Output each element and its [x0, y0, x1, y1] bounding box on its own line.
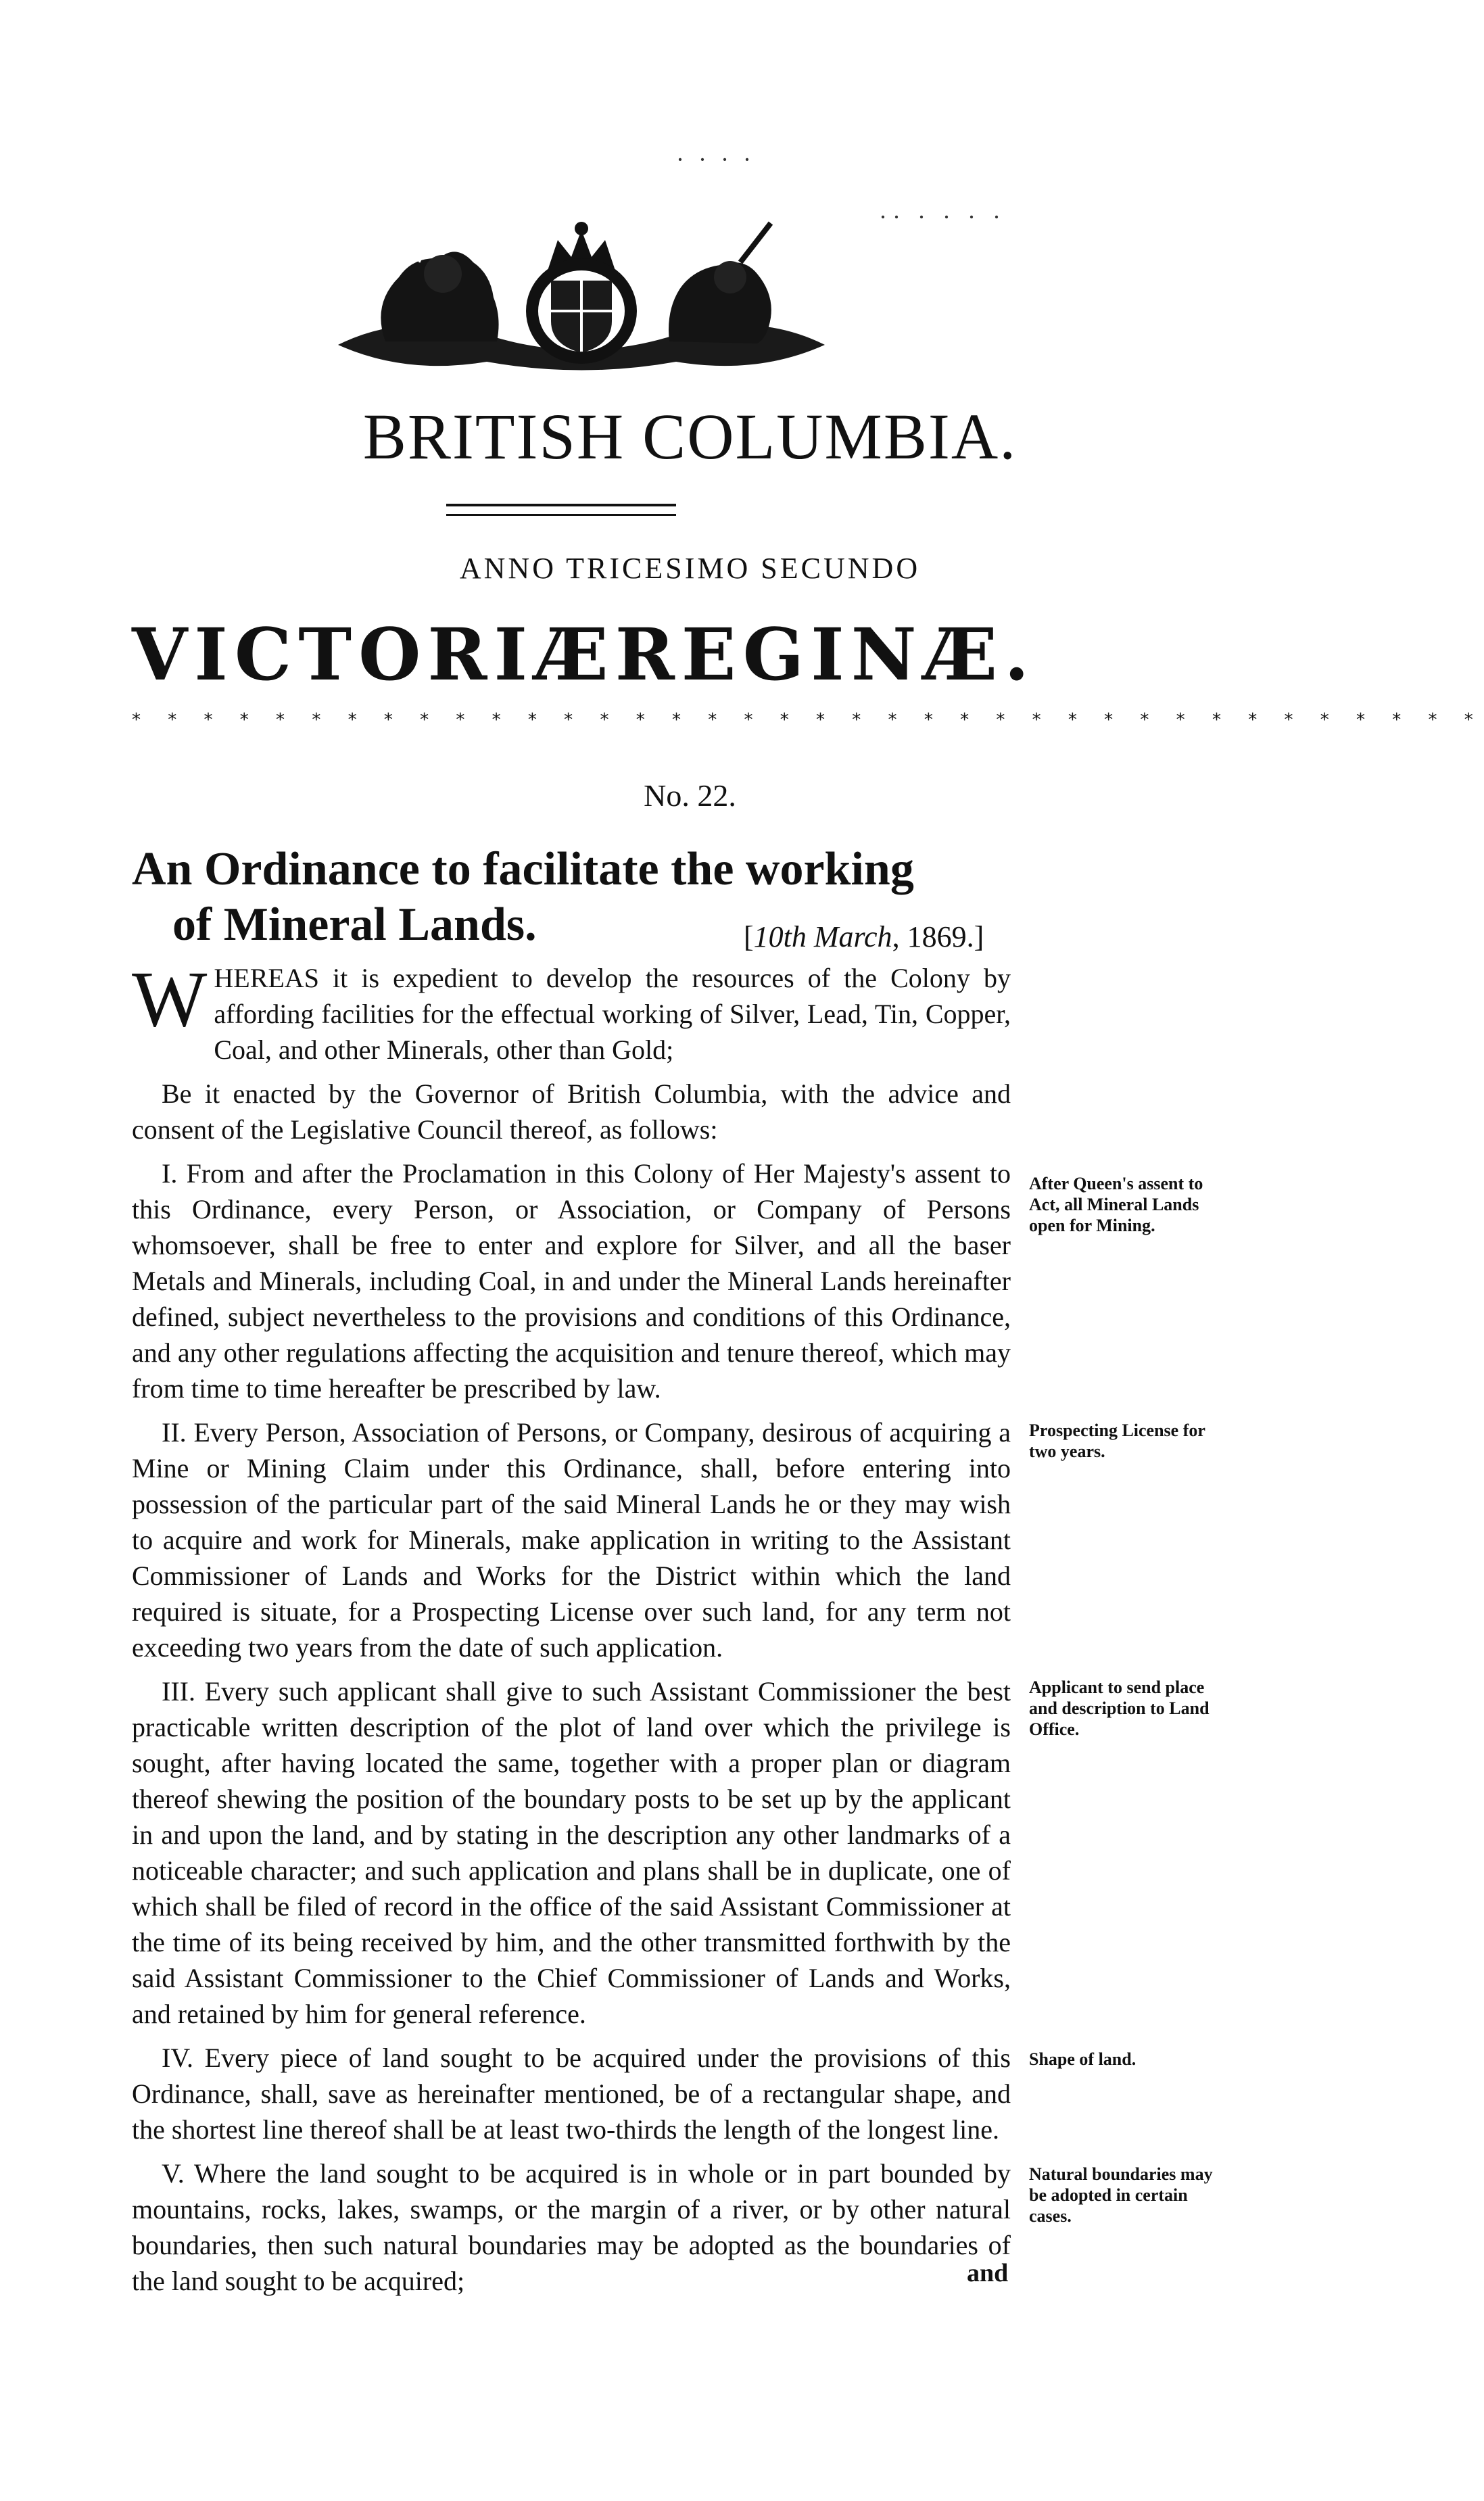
ordinance-date: [744, 920, 984, 954]
preamble: [132, 955, 1011, 1068]
ordinance-body: [132, 955, 1011, 2307]
section-1: I. From and after the Proclamation in this Colony of Her Majesty's assent to this Ordinance, every Person, or Association, or Company of Persons whomsoever, shall be free to enter and explore for Silver, and all the baser Metals and Minerals, including Coal, in and under the Mineral Lands hereinafter defined, subject nevertheless to the provisions and conditions of this Ordinance, and any other regulations affecting the acquisition and tenure thereof, which may from time to time hereafter be prescribed by law.: [132, 1158, 1011, 1404]
preamble-text: HEREAS it is expedient to develop the resources of the Colony by affording facilities for the effectual working of Silver, Lead, Tin, Copper, Coal, and other Minerals, other than Gold;: [214, 963, 1011, 1065]
margin-note-5: Natural boundaries may be adopted in certain cases.: [1029, 2164, 1213, 2226]
title-rule: [446, 514, 676, 516]
regnal-title: [132, 612, 1036, 696]
colony-title: BRITISH COLUMBIA.: [362, 400, 1018, 473]
section-4: IV. Every piece of land sought to be acquired under the provisions of this Ordinance, shall, save as hereinafter mentioned, be of a rectangular shape, and the shortest line thereof shall be at least two-thirds the length of the longest line.: [132, 2043, 1011, 2145]
margin-note-3: Applicant to send place and description to Land Office.: [1029, 1677, 1210, 1739]
print-specks: · · · ·: [676, 146, 755, 173]
royal-coat-of-arms-icon: [325, 210, 838, 379]
date-rest: , 1869.]: [892, 920, 984, 953]
ordinance-number: No. 22.: [644, 778, 736, 813]
section-3: III. Every such applicant shall give to such Assistant Commissioner the best practicable written description of the plot of land over which the privilege is sought, after having located the same, together with a proper plan or diagram thereof shewing the position of the boundary posts to be set up by the applicant in and upon the land, and by stating in the description any other landmarks of a noticeable character; and such application and plans shall be in duplicate, one of which shall be filed of record in the office of the said Assistant Commissioner at the time of its being received by him, and the other transmitted forthwith by the said Assistant Commissioner to the Chief Commissioner of Lands and Works, and retained by him for general reference.: [132, 1676, 1011, 2029]
margin-note-2: Prospecting License for two years.: [1029, 1421, 1205, 1461]
section-5: V. Where the land sought to be acquired is in whole or in part bounded by mountains, rocks, lakes, swamps, or the margin of a river, or by other natural boundaries, then such natural boundaries may be adopted as the boundaries of the land sought to be acquired;: [132, 2158, 1011, 2296]
star-divider-text: * * * * * * * * * * * * * * * * * * * * * * * * * * * * * * * * * * * * * *: [132, 710, 1484, 730]
title-rule: [446, 504, 676, 506]
ordinance-title-line2: of Mineral Lands.: [172, 899, 537, 951]
date-day: 10th March: [753, 920, 892, 953]
print-specks: ·· · · · ·: [879, 204, 1006, 231]
margin-note-4: Shape of land.: [1029, 2049, 1136, 2069]
ordinance-title-line1: An Ordinance to facilitate the working: [132, 843, 914, 895]
star-divider: [132, 710, 1484, 730]
catchword: and: [967, 2259, 1009, 2287]
regnal-year-line: ANNO TRICESIMO SECUNDO: [459, 552, 921, 585]
date-open-bracket: [: [744, 920, 754, 953]
enacting-clause: Be it enacted by the Governor of British Columbia, with the advice and consent of the Legislative Council thereof, as follows:: [132, 1078, 1011, 1145]
regnal-word-reginae: REGINÆ.: [615, 612, 1036, 696]
margin-note-1: After Queen's assent to Act, all Mineral Lands open for Mining.: [1029, 1174, 1203, 1235]
section-2: II. Every Person, Association of Persons, or Company, desirous of acquiring a Mine or Mining Claim under this Ordinance, shall, before entering into possession of the particular part of the said Mineral Lands he or they may wish to acquire and work for Minerals, make application in writing to the Assistant Commissioner of Lands and Works for the District within which the land required is situate, for a Prospecting License over such land, for any term not exceeding two years from the date of such application.: [132, 1417, 1011, 1663]
preamble-dropcap: W: [132, 955, 208, 1043]
regnal-word-victoriae: VICTORIÆ: [132, 612, 615, 696]
